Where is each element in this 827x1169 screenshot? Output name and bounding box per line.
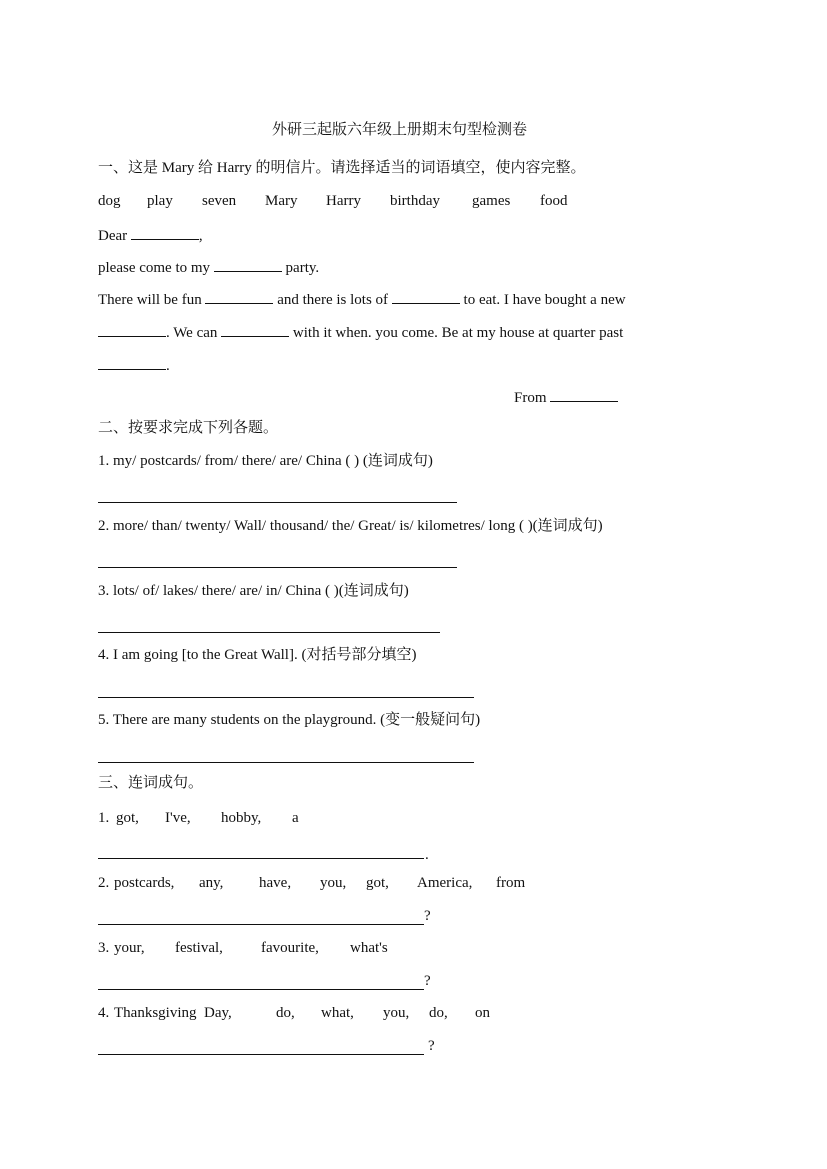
text: party.: [285, 260, 320, 276]
fill-blank[interactable]: [98, 355, 166, 370]
word: have,: [259, 875, 292, 891]
fill-blank[interactable]: [221, 322, 289, 337]
word: do,: [276, 1005, 295, 1021]
question: 3. lots/ of/ lakes/ there/ are/ in/ China ( )(连词成句): [98, 583, 409, 599]
word-bank-item: Mary: [265, 193, 298, 209]
word: got,: [366, 875, 389, 891]
answer-line[interactable]: [98, 989, 424, 990]
fill-blank[interactable]: [550, 387, 618, 402]
word: any,: [199, 875, 224, 891]
fill-blank[interactable]: [214, 257, 282, 272]
dear-text: Dear: [98, 228, 128, 244]
page-title: 外研三起版六年级上册期末句型检测卷: [272, 122, 528, 138]
question-number: 1.: [98, 810, 110, 826]
text: and there is lots of: [277, 292, 389, 308]
comma: ,: [198, 228, 203, 244]
fill-blank[interactable]: [392, 289, 460, 304]
word-bank-item: Harry: [326, 193, 361, 209]
text: with it when. you come. Be at my house at quarter past: [292, 325, 624, 341]
answer-line[interactable]: [98, 567, 457, 568]
word: got,: [116, 810, 139, 826]
word: a: [292, 810, 299, 826]
text: to eat. I have bought a new: [463, 292, 626, 308]
word-bank-item: games: [472, 193, 511, 209]
word: do,: [429, 1005, 448, 1021]
letter-greeting: [98, 225, 203, 245]
word: hobby,: [221, 810, 262, 826]
answer-line[interactable]: [98, 1054, 424, 1055]
word: your,: [114, 940, 145, 956]
word: you,: [320, 875, 347, 891]
word: favourite,: [261, 940, 319, 956]
word: what's: [350, 940, 388, 956]
text: please come to my: [98, 260, 211, 276]
text: There will be fun: [98, 292, 202, 308]
answer-line[interactable]: [98, 762, 474, 763]
question-number: 2.: [98, 875, 110, 891]
word-bank-item: food: [540, 193, 568, 209]
fill-blank[interactable]: [131, 225, 199, 240]
text: .: [166, 358, 170, 374]
end-punctuation: ?: [428, 1038, 435, 1054]
word: postcards,: [114, 875, 175, 891]
word: Thanksgiving Day,: [114, 1005, 232, 1021]
word: what,: [321, 1005, 354, 1021]
word: America,: [417, 875, 473, 891]
section2-heading: 二、按要求完成下列各题。: [98, 420, 279, 436]
letter-line: [98, 257, 319, 277]
word-bank-item: play: [147, 193, 173, 209]
answer-line[interactable]: [98, 858, 424, 859]
word-bank-item: birthday: [390, 193, 440, 209]
fill-blank[interactable]: [205, 289, 273, 304]
question-number: 3.: [98, 940, 110, 956]
word-bank-item: seven: [202, 193, 237, 209]
end-punctuation: .: [425, 847, 429, 863]
question: 5. There are many students on the playground. (变一般疑问句): [98, 712, 481, 728]
word-bank-item: dog: [98, 193, 121, 209]
question: 4. I am going [to the Great Wall]. (对括号部分填空): [98, 647, 417, 663]
question: 2. more/ than/ twenty/ Wall/ thousand/ the/ Great/ is/ kilometres/ long ( )(连词成句): [98, 518, 603, 534]
question-number: 4.: [98, 1005, 110, 1021]
word: on: [475, 1005, 490, 1021]
answer-line[interactable]: [98, 502, 457, 503]
word: from: [496, 875, 526, 891]
letter-line: [98, 355, 170, 375]
answer-line[interactable]: [98, 632, 440, 633]
question: 1. my/ postcards/ from/ there/ are/ China ( ) (连词成句): [98, 453, 433, 469]
word: festival,: [175, 940, 223, 956]
end-punctuation: ?: [424, 973, 431, 989]
word: you,: [383, 1005, 410, 1021]
from-text: From: [514, 390, 547, 406]
fill-blank[interactable]: [98, 322, 166, 337]
letter-signoff: [514, 387, 618, 407]
end-punctuation: ?: [424, 908, 431, 924]
letter-line: [98, 289, 626, 309]
answer-line[interactable]: [98, 924, 424, 925]
section1-heading: 一、这是 Mary 给 Harry 的明信片。请选择适当的词语填空，使内容完整。: [98, 160, 586, 176]
letter-line: [98, 322, 623, 342]
answer-line[interactable]: [98, 697, 474, 698]
text: . We can: [166, 325, 218, 341]
word: I've,: [165, 810, 191, 826]
section3-heading: 三、连词成句。: [98, 775, 204, 791]
